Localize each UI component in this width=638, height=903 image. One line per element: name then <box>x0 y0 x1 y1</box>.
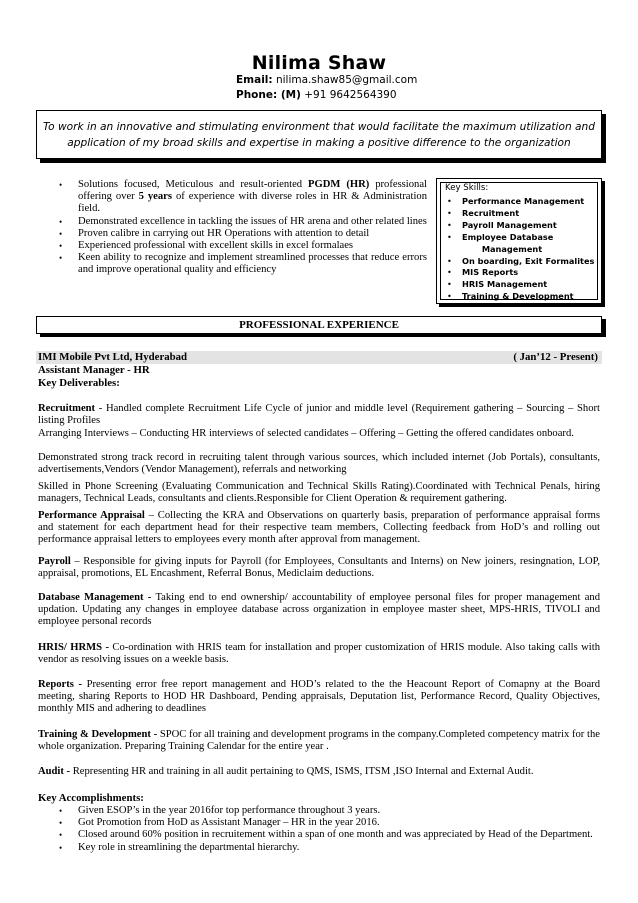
audit-paragraph <box>38 766 600 778</box>
training-label: Training & Development - <box>38 729 158 740</box>
hris-text: Co-ordination with HRIS team for installation and proper customization of HRIS module. Also taking calls with vendor as resolving issues on a weekle basis. <box>38 642 600 666</box>
summary-years: 5 years <box>138 191 173 203</box>
payroll-text: – Responsible for giving inputs for Payroll (for Employees, Consultants and Interns) on New joiners, resingnation, LOP, appraisal, promotions, EL Encashment, Referral Bonus, Mediclaim deductions. <box>38 556 600 580</box>
accomplishment-item: • Closed around 60% position in recruitement within a span of one month and was appreciated by Head of the Department. <box>59 829 599 841</box>
sourcing-paragraph: Demonstrated strong track record in recruiting talent through various sources, which included internet (Job Portals), consultants, advertisements,Vendors (Vendor Management), referrals and networking <box>38 452 600 476</box>
reports-text: Presenting error free report management and HOD’s related to the the Heacount Report of Comapny at the Board meeting, sharing Reports to HOD HR Dashboard, Pending appraisals, Deputation list, Performance Record, Quality Objectives, monthly MIS and adhering to deadlines <box>38 679 600 715</box>
key-skills-box <box>436 178 602 304</box>
skill-item: • Employee Database <box>447 232 594 244</box>
skill-item: • Payroll Management <box>447 220 594 232</box>
hris-paragraph <box>38 642 600 666</box>
skill-item: • Recruitment <box>447 208 594 220</box>
skill-item: • MIS Reports <box>447 267 594 279</box>
key-skills-list <box>447 196 594 303</box>
recruitment-label: Recruitment <box>38 403 96 414</box>
objective-line-2: application of my broad skills and expertise in making a positive difference to the organization <box>67 137 571 149</box>
payroll-paragraph <box>38 556 600 580</box>
screening-paragraph: Skilled in Phone Screening (Evaluating Communication and Technical Skills Rating).Coordinated with Technical Penals, hiring managers, Technical Leads, consultants and clients.Responsible for Client Operation & requirement gathering. <box>38 481 600 505</box>
payroll-label: Payroll <box>38 556 71 567</box>
accomplishments-title: Key Accomplishments: <box>38 792 144 804</box>
skill-item: • HRIS Management <box>447 279 594 291</box>
objective-box <box>36 110 602 159</box>
email-label: Email: <box>236 74 273 86</box>
performance-paragraph <box>38 510 600 547</box>
accomplishment-item: • Got Promotion from HoD as Assistant Manager – HR in the year 2016. <box>59 817 599 829</box>
reports-label: Reports - <box>38 679 83 690</box>
phone-label: Phone: (M) <box>236 89 301 101</box>
job-title: Assistant Manager - HR <box>38 364 150 376</box>
hris-label: HRIS/ HRMS - <box>38 642 109 653</box>
summary-degree: PGDM (HR) <box>308 179 370 190</box>
section-header-experience: PROFESSIONAL EXPERIENCE <box>36 316 602 334</box>
objective-line-1: To work in an innovative and stimulating environment that would facilitate the maximum utilization and <box>42 121 595 133</box>
reports-paragraph <box>38 679 600 716</box>
database-text: Taking end to end ownership/ accountability of employee personal files for proper management and updation. Updating any changes in employee database across organization in employee master sheet, MPS-HRIS, TIVOLI and employee personal records <box>38 592 601 628</box>
skill-item: • Performance Management <box>447 196 594 208</box>
summary-item <box>59 179 427 216</box>
training-text: SPOC for all training and development programs in the company.Completed competency matrix for the whole organization. Preparing Training Calendar for the entire year . <box>38 729 600 753</box>
accomplishments-list <box>59 805 599 854</box>
performance-text: – Collecting the KRA and Observations on quarterly basis, preparation of performance appraisal forms and statement for each department head for their respective team members, Collecting feedback from HoD’s and rolling out performance appraisal letters to employees every month after approval from management. <box>38 510 600 546</box>
summary-text: of experience with diverse roles in HR & Administration field. <box>78 191 427 215</box>
recruitment-paragraph <box>38 403 600 427</box>
summary-item: • Demonstrated excellence in tackling the issues of HR arena and other related lines <box>59 216 427 228</box>
skill-item-continued: Management <box>481 243 543 254</box>
email-address: nilima.shaw85@gmail.com <box>275 74 418 86</box>
candidate-name: Nilima Shaw <box>251 52 387 74</box>
phone-number: +91 9642564390 <box>304 89 397 101</box>
summary-list <box>59 179 427 277</box>
job-company: IMI Mobile Pvt Ltd, Hyderabad <box>38 351 188 363</box>
summary-item: • Experienced professional with excellent skills in excel formalaes <box>59 240 427 252</box>
performance-label: Performance Appraisal <box>38 510 145 521</box>
skill-item: • On boarding, Exit Formalites <box>447 256 594 268</box>
summary-item: • Keen ability to recognize and implement streamlined processes that reduce errors and improve operational quality and efficiency <box>59 252 427 276</box>
job-dates: ( Jan’12 - Present) <box>513 351 598 363</box>
summary-text: Solutions focused, Meticulous and result-oriented <box>78 179 309 190</box>
audit-text: Representing HR and training in all audit pertaining to QMS, ISMS, ITSM ,ISO Internal and External Audit. <box>70 766 534 777</box>
accomplishment-item: • Key role in streamlining the departmental hierarchy. <box>59 842 599 854</box>
key-deliverables-label: Key Deliverables: <box>38 377 120 389</box>
arranging-paragraph: Arranging Interviews – Conducting HR interviews of selected candidates – Offering – Getting the offered candidates onboard. <box>38 428 574 439</box>
accomplishment-item: • Given ESOP’s in the year 2016for top performance throughout 3 years. <box>59 805 599 817</box>
email-line <box>236 74 417 86</box>
audit-label: Audit - <box>38 766 71 777</box>
skill-item: • Training & Development <box>447 291 594 303</box>
phone-line <box>236 89 397 101</box>
key-skills-title: Key Skills: <box>445 183 489 193</box>
database-paragraph <box>38 592 600 629</box>
summary-item: • Proven calibre in carrying out HR Operations with attention to detail <box>59 228 427 240</box>
summary-text: professional offering over <box>78 179 427 203</box>
training-paragraph <box>38 729 600 753</box>
recruitment-text: - Handled complete Recruitment Life Cycle of junior and middle level (Requirement gathering – Sourcing – Short listing Profiles <box>38 403 600 427</box>
database-label: Database Management - <box>38 592 152 603</box>
